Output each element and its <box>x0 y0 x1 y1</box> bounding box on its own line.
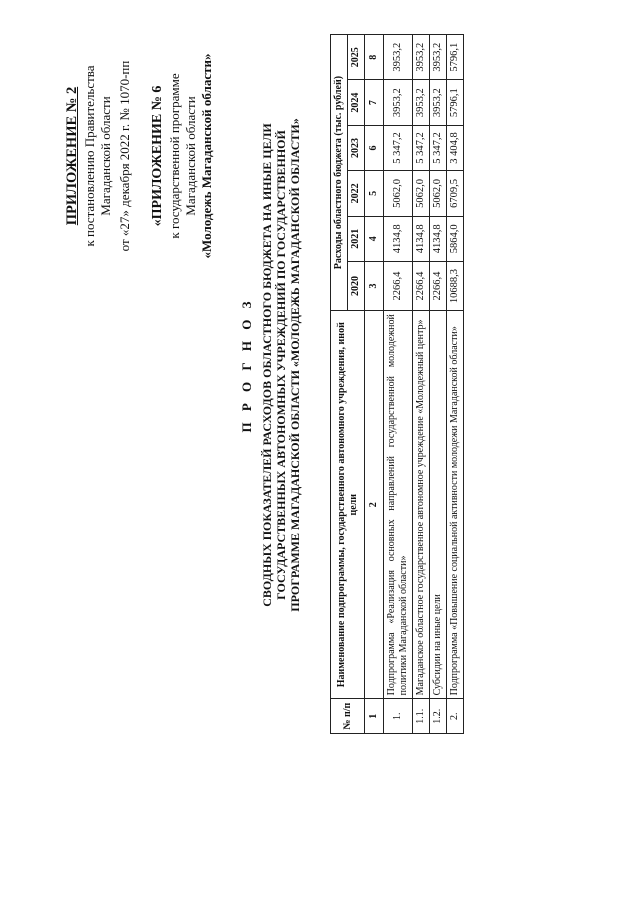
row-value: 5062,0 <box>430 171 447 216</box>
row-name: Подпрограмма «Повышение социальной активности молодежи Магаданской области» <box>447 311 464 699</box>
column-number-row <box>365 35 384 734</box>
appendix-line-2: Магаданской области <box>98 96 113 216</box>
row-value: 3953,2 <box>430 35 447 80</box>
table-row <box>413 35 430 734</box>
row-value: 5864,0 <box>447 216 464 261</box>
title-line-1: СВОДНЫХ ПОКАЗАТЕЛЕЙ РАСХОДОВ ОБЛАСТНОГО БЮДЖЕТА НА ИНЫЕ ЦЕЛИ <box>260 123 274 607</box>
row-value: 2266,4 <box>413 261 430 310</box>
sub-appendix-header <box>150 26 215 286</box>
sub-appendix-line-2: Магаданской области <box>183 96 198 216</box>
row-value: 5 347,2 <box>430 125 447 170</box>
row-value: 3953,2 <box>413 80 430 125</box>
row-number: 1.2. <box>430 699 447 734</box>
header-year: 2021 <box>348 216 365 261</box>
row-value: 3953,2 <box>413 35 430 80</box>
row-number: 1. <box>384 699 413 734</box>
row-value: 5062,0 <box>384 171 413 216</box>
title-line-3: ПРОГРАММЕ МАГАДАНСКОЙ ОБЛАСТИ «МОЛОДЕЖЬ МАГАДАНСКОЙ ОБЛАСТИ» <box>288 118 302 612</box>
document-title <box>240 85 302 645</box>
row-value: 2266,4 <box>384 261 413 310</box>
header-num: № п/п <box>331 699 365 734</box>
column-number: 1 <box>365 699 384 734</box>
header-name: Наименование подпрограммы, государственного автономного учреждения, иной цели <box>331 311 365 699</box>
appendix-header <box>64 26 133 286</box>
row-value: 6709,5 <box>447 171 464 216</box>
row-value: 3953,2 <box>430 80 447 125</box>
row-number: 2. <box>447 699 464 734</box>
sub-appendix-line-3: «Молодежь Магаданской области» <box>199 53 214 259</box>
header-year: 2023 <box>348 125 365 170</box>
column-number: 8 <box>365 35 384 80</box>
column-number: 3 <box>365 261 384 310</box>
header-year: 2022 <box>348 171 365 216</box>
budget-table <box>330 34 464 734</box>
row-value: 5796,1 <box>447 80 464 125</box>
row-name: Подпрограмма «Реализация основных направлений государственной молодежной политики Магаданской области» <box>384 311 413 699</box>
table-row <box>384 35 413 734</box>
row-name: Магаданское областное государственное автономное учреждение «Молодежный центр» <box>413 311 430 699</box>
row-value: 3953,2 <box>384 80 413 125</box>
title-prognoz: П Р О Г Н О З <box>239 297 254 433</box>
header-year: 2024 <box>348 80 365 125</box>
row-value: 10688,3 <box>447 261 464 310</box>
row-value: 5796,1 <box>447 35 464 80</box>
header-year: 2020 <box>348 261 365 310</box>
row-value: 4134,8 <box>413 216 430 261</box>
row-value: 3 404,8 <box>447 125 464 170</box>
appendix-title: ПРИЛОЖЕНИЕ № 2 <box>64 86 80 226</box>
appendix-date: от «27» декабря 2022 г. № 1070-пп <box>117 60 132 252</box>
column-number: 5 <box>365 171 384 216</box>
sub-appendix-title: «ПРИЛОЖЕНИЕ № 6 <box>150 85 165 227</box>
row-value: 3953,2 <box>384 35 413 80</box>
sub-appendix-line-1: к государственной программе <box>167 73 182 239</box>
header-budget: Расходы областного бюджета (тыс. рублей) <box>331 35 348 311</box>
column-number: 2 <box>365 311 384 699</box>
table-row <box>430 35 447 734</box>
row-number: 1.1. <box>413 699 430 734</box>
row-value: 5 347,2 <box>384 125 413 170</box>
column-number: 7 <box>365 80 384 125</box>
appendix-line-1: к постановлению Правительства <box>82 65 97 247</box>
row-value: 5 347,2 <box>413 125 430 170</box>
row-name: Субсидии на иные цели <box>430 311 447 699</box>
table-row <box>447 35 464 734</box>
row-value: 4134,8 <box>430 216 447 261</box>
header-year: 2025 <box>348 35 365 80</box>
column-number: 4 <box>365 216 384 261</box>
row-value: 2266,4 <box>430 261 447 310</box>
row-value: 5062,0 <box>413 171 430 216</box>
row-value: 4134,8 <box>384 216 413 261</box>
column-number: 6 <box>365 125 384 170</box>
title-line-2: ГОСУДАРСТВЕННЫХ АВТОНОМНЫХ УЧРЕЖДЕНИЙ ПО ГОСУДАРСТВЕННОЙ <box>274 130 288 600</box>
